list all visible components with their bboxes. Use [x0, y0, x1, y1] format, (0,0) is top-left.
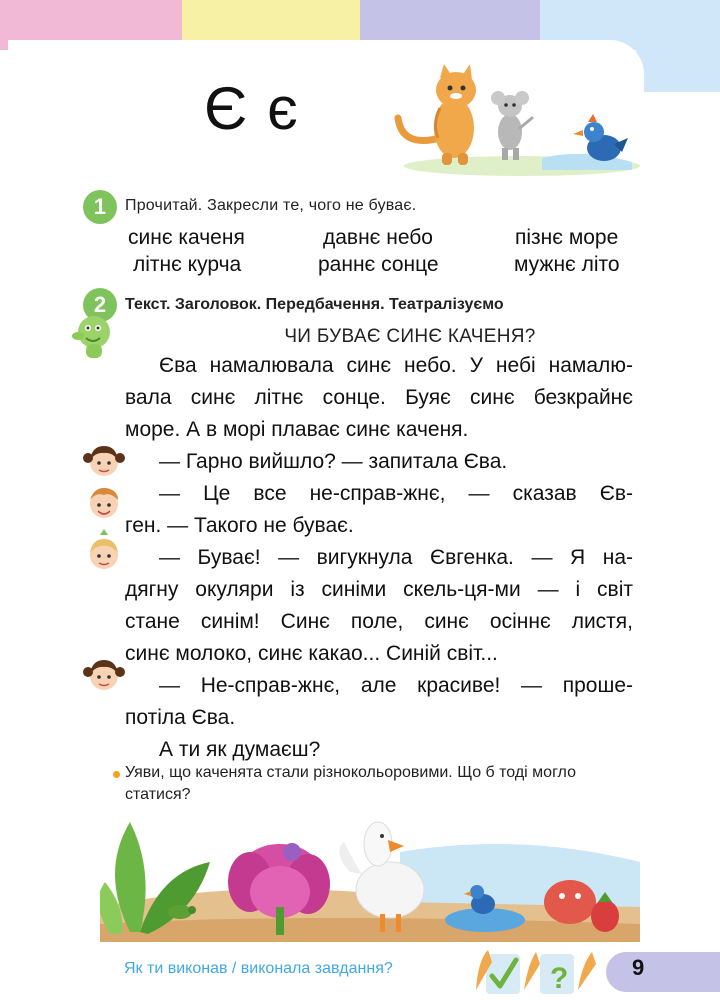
- phrase: раннє сонце: [318, 253, 439, 276]
- task-number-2: 2: [83, 288, 117, 322]
- phrase: синє каченя: [128, 226, 245, 249]
- task2-heading: Текст. Заголовок. Передбачення. Театралізуємо: [125, 296, 504, 313]
- story-line: синє молоко, синє какао... Синій світ...: [125, 642, 498, 665]
- story-line: — Не-справ-жнє, але красиве! — проше-: [159, 674, 633, 697]
- self-check-icons: [474, 940, 609, 1000]
- task1-instruction: Прочитай. Закресли те, чого не буває.: [125, 197, 417, 214]
- story-line: стане синім! Синє поле, синє осіннє листя,: [125, 610, 633, 633]
- story-line: море. А в морі плаває синє каченя.: [125, 418, 469, 441]
- page-number-tab: [606, 952, 720, 992]
- big-letters: [204, 74, 300, 143]
- story-line: ген. — Такого не буває.: [125, 514, 354, 537]
- girl-eva-avatar: [82, 440, 126, 480]
- story-line: вала синє літнє сонце. Буяє синє безкрайнє: [125, 386, 633, 409]
- bullet-dot: [113, 771, 120, 778]
- svg-text:?: ?: [550, 962, 569, 995]
- story-line: Єва намалювала синє небо. У небі намалю-: [159, 354, 633, 377]
- bullet-question: Уяви, що каченята стали різнокольоровими. Що б тоді могло статися?: [125, 764, 576, 803]
- duckling-meadow-illustration: [100, 812, 640, 947]
- task-number-1: 1: [83, 190, 117, 224]
- phrase: літнє курча: [133, 253, 242, 276]
- story-line: — Це все не-справ-жнє, — сказав Єв-: [159, 482, 633, 505]
- girl-eva-avatar: [82, 654, 126, 694]
- self-check-question: Як ти виконав / виконала завдання?: [124, 960, 393, 977]
- girl-yevhenka-avatar: [82, 527, 126, 575]
- story-line: — Гарно вийшло? — запитала Єва.: [159, 450, 508, 473]
- phrase: мужнє літо: [514, 253, 620, 276]
- cat-mouse-bird-illustration: [392, 58, 642, 178]
- story-line: потіла Єва.: [125, 706, 236, 729]
- story-title: ЧИ БУВАЄ СИНЄ КАЧЕНЯ?: [284, 326, 536, 347]
- story-line: А ти як думаєш?: [159, 738, 321, 761]
- story-line: дягну окуляри із синіми скель-ця-ми — і світ: [125, 578, 633, 601]
- top-strip-blue-tab: [636, 50, 720, 92]
- page-number: 9: [632, 955, 645, 980]
- story-line: — Буває! — вигукнула Євгенка. — Я на-: [159, 546, 633, 569]
- letter-upper: Є: [204, 75, 250, 142]
- boy-yevhen-avatar: [82, 482, 126, 522]
- letter-lower: є: [267, 75, 300, 142]
- phrase: давнє небо: [323, 226, 433, 249]
- phrase: пізнє море: [515, 226, 619, 249]
- story-text: [125, 350, 633, 766]
